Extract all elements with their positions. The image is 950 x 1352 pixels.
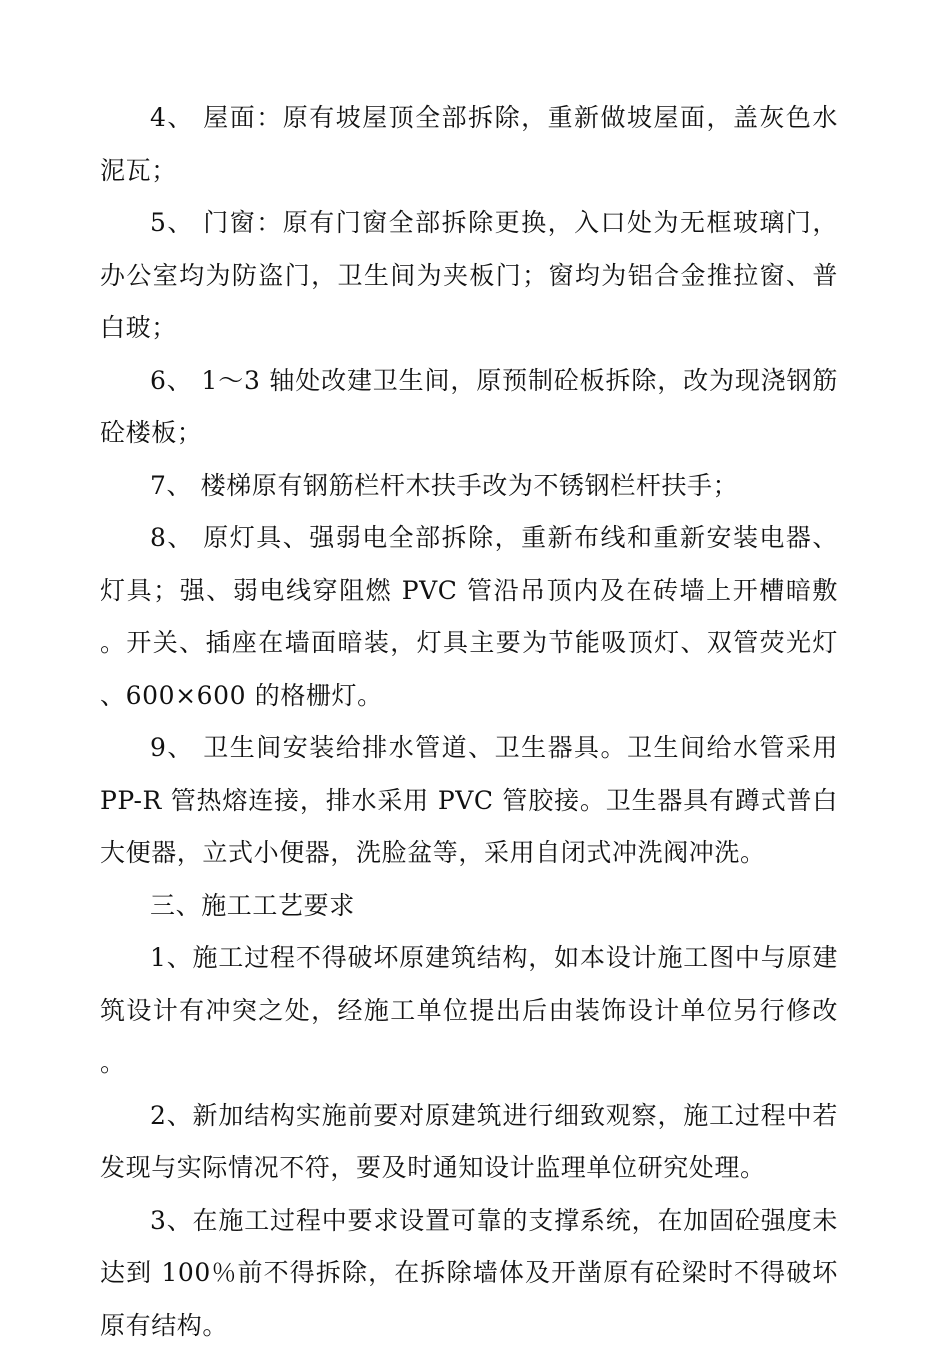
paragraph-electrical: 8、 原灯具、强弱电全部拆除，重新布线和重新安装电器、灯具；强、弱电线穿阻燃 PVC 管沿吊顶内及在砖墙上开槽暗敷。开关、插座在墙面暗装，灯具主要为节能吸顶灯、双管荧光灯、600×600 的格栅灯。: [100, 512, 838, 722]
paragraph-stair-railing: 7、 楼梯原有钢筋栏杆木扶手改为不锈钢栏杆扶手；: [100, 460, 838, 513]
paragraph-roof: 4、 屋面：原有坡屋顶全部拆除，重新做坡屋面，盖灰色水泥瓦；: [100, 92, 838, 197]
paragraph-doors-windows: 5、 门窗：原有门窗全部拆除更换，入口处为无框玻璃门，办公室均为防盗门，卫生间为夹板门；窗均为铝合金推拉窗、普白玻；: [100, 197, 838, 355]
paragraph-plumbing: 9、 卫生间安装给排水管道、卫生器具。卫生间给水管采用 PP-R 管热熔连接，排水采用 PVC 管胶接。卫生器具有蹲式普白大便器，立式小便器，洗脸盆等，采用自闭式冲洗阀冲洗。: [100, 722, 838, 880]
paragraph-requirement-3: 3、在施工过程中要求设置可靠的支撑系统，在加固砼强度未达到 100％前不得拆除，在拆除墙体及开凿原有砼梁时不得破坏原有结构。: [100, 1195, 838, 1352]
section-heading-construction-requirements: 三、施工工艺要求: [100, 880, 838, 933]
document-page: [100, 92, 838, 1352]
paragraph-restroom-slab: 6、 1～3 轴处改建卫生间，原预制砼板拆除，改为现浇钢筋砼楼板；: [100, 355, 838, 460]
paragraph-requirement-1: 1、施工过程不得破坏原建筑结构，如本设计施工图中与原建筑设计有冲突之处，经施工单位提出后由装饰设计单位另行修改。: [100, 932, 838, 1090]
paragraph-requirement-2: 2、新加结构实施前要对原建筑进行细致观察，施工过程中若发现与实际情况不符，要及时通知设计监理单位研究处理。: [100, 1090, 838, 1195]
